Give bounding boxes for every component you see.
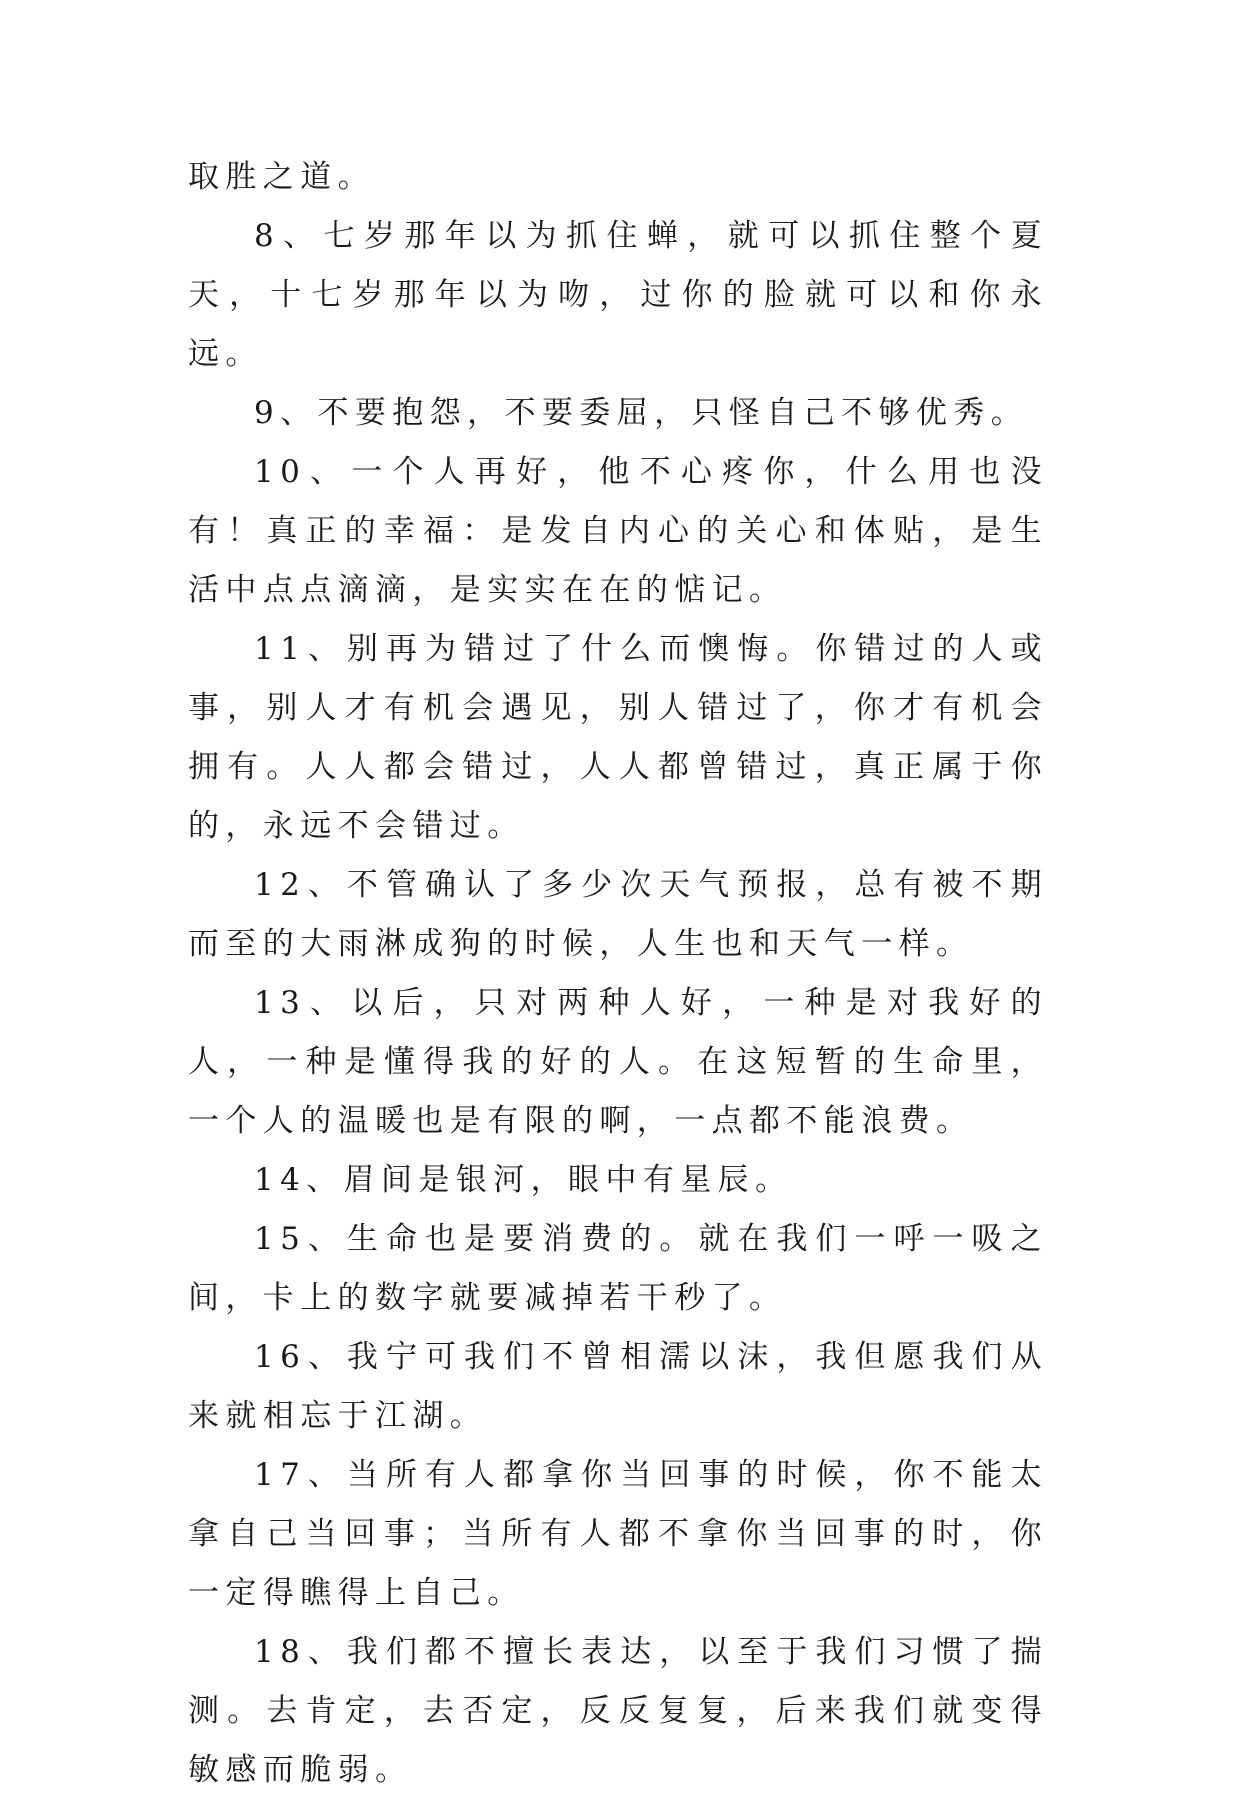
paragraph-item-9: 9、不要抱怨，不要委屈，只怪自己不够优秀。 [254,395,1029,431]
paragraph-continued: 取胜之道。 [188,159,375,195]
paragraph-item-12: 12、不管确认了多少次天气预报，总有被不期而至的大雨淋成狗的时候，人生也和天气一样。 [188,867,1048,962]
paragraph-item-16: 16、我宁可我们不曾相濡以沫，我但愿我们从来就相忘于江湖。 [188,1339,1048,1434]
paragraph-item-13: 13、以后，只对两种人好，一种是对我好的人，一种是懂得我的好的人。在这短暂的生命里，一个人的温暖也是有限的啊，一点都不能浪费。 [188,985,1048,1139]
paragraph-item-14: 14、眉间是银河，眼中有星辰。 [254,1162,793,1198]
paragraph-item-17: 17、当所有人都拿你当回事的时候，你不能太拿自己当回事；当所有人都不拿你当回事的时，你一定得瞧得上自己。 [188,1457,1048,1611]
paragraph-item-18: 18、我们都不擅长表达，以至于我们习惯了揣测。去肯定，去否定，反反复复，后来我们就变得敏感而脆弱。 [188,1634,1048,1788]
paragraph-item-10: 10、一个人再好，他不心疼你，什么用也没有！真正的幸福：是发自内心的关心和体贴，是生活中点点滴滴，是实实在在的惦记。 [188,454,1048,608]
document-body [188,148,1048,1800]
paragraph-item-8: 8、七岁那年以为抓住蝉，就可以抓住整个夏天，十七岁那年以为吻，过你的脸就可以和你永远。 [188,218,1048,372]
paragraph-item-15: 15、生命也是要消费的。就在我们一呼一吸之间，卡上的数字就要减掉若干秒了。 [188,1221,1048,1316]
paragraph-item-11: 11、别再为错过了什么而懊悔。你错过的人或事，别人才有机会遇见，别人错过了，你才有机会拥有。人人都会错过，人人都曾错过，真正属于你的，永远不会错过。 [188,631,1048,844]
